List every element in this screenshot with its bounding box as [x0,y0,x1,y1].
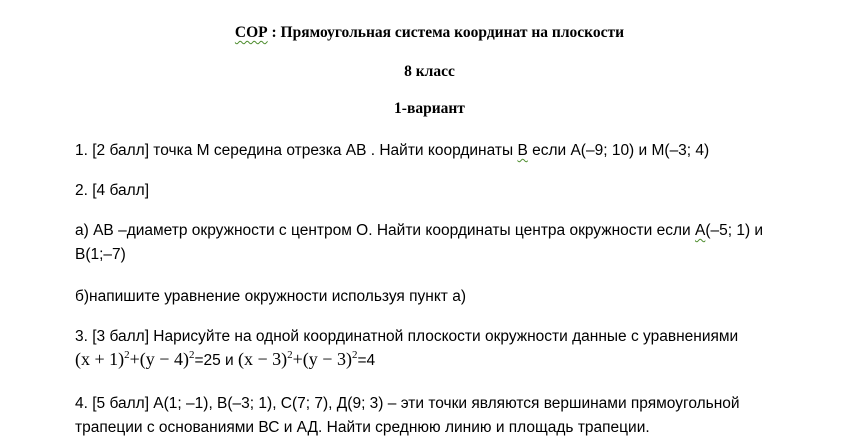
eq1-exp2: 2 [188,349,195,361]
grade-heading: 8 класс [404,63,455,80]
eq2-part2: +(y − 3) [292,349,352,369]
question-2a-line2: В(1;–7) [75,246,126,263]
eq1-value: =25 [194,352,221,369]
eq1-part2: +(y − 4) [129,349,189,369]
eq2-exp1: 2 [287,349,293,361]
question-2b: б)напишите уравнение окружности используя пункт а) [75,288,466,305]
eq1-exp1: 2 [124,349,130,361]
question-3-equations [75,348,375,372]
title-rest: : Прямоугольная система координат на плоскости [267,24,625,41]
eq2-part1: (x − 3) [238,349,288,369]
variant-heading: 1-вариант [394,100,465,117]
question-2a-line1 [75,221,763,241]
eq2-exp2: 2 [351,349,358,361]
q1-text-b: B [517,142,528,159]
title-sor: СОР [234,24,268,41]
q1-text-c: если A(–9; 10) и M(–3; 4) [527,142,710,159]
question-2-heading: 2. [4 балл] [75,182,150,199]
q2a-text-2: А [694,222,706,239]
eq2-value: =4 [357,352,376,369]
eq1-part1: (x + 1) [75,349,125,369]
eq-conjunction: и [220,352,239,369]
q1-text-a: 1. [2 балл] точка M середина отрезка AB . Найти координаты [75,142,518,159]
q2a-text-1: а) АВ –диаметр окружности с центром О. Найти координаты центра окружности если [75,222,695,239]
question-4-line2: трапеции с основаниями ВС и АД. Найти среднюю линию и площадь трапеции. [75,419,650,436]
q2a-text-3: (–5; 1) и [705,222,764,239]
document-title [0,24,859,42]
question-3-text: 3. [3 балл] Нарисуйте на одной координатной плоскости окружности данные с уравнениями [75,328,739,345]
question-4-line1: 4. [5 балл] А(1; –1), В(–3; 1), С(7; 7), Д(9; 3) – эти точки являются вершинами прямоугольной [75,395,740,412]
question-1 [75,141,709,161]
